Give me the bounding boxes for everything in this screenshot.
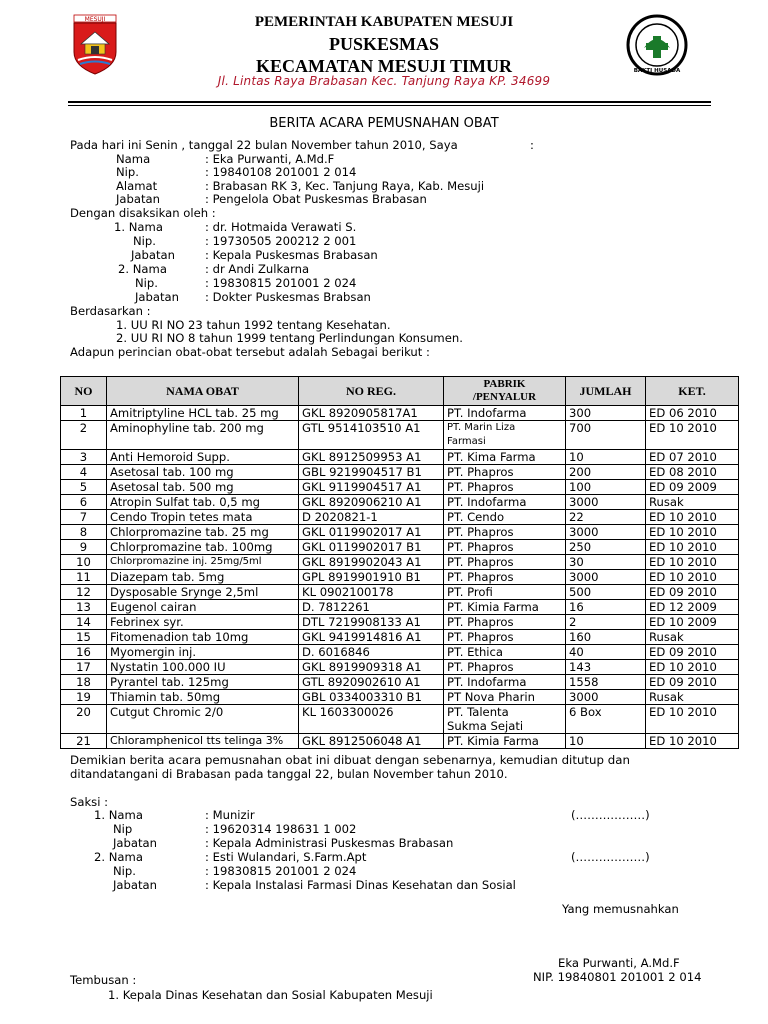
col-header-drug-name: NAMA OBAT — [107, 377, 299, 406]
cell-drug-name: Chlorpromazine tab. 100mg — [107, 540, 299, 555]
cell-reg-no: GKL 0119902017 A1 — [299, 525, 444, 540]
table-row — [61, 734, 739, 749]
witness1-nip-value: : 19730505 200212 2 001 — [205, 234, 357, 248]
col-header-manufacturer-line1: PABRIK — [483, 378, 526, 390]
cell-reg-no: GBL 9219904517 B1 — [299, 465, 444, 480]
cell-quantity: 16 — [566, 600, 646, 615]
header-address: Jl. Lintas Raya Brabasan Kec. Tanjung Raya KP. 34699 — [217, 74, 551, 88]
witness1-position-value: : Kepala Puskesmas Brabasan — [205, 248, 378, 262]
cell-remarks: ED 10 2009 — [646, 615, 739, 630]
cell-quantity: 500 — [566, 585, 646, 600]
col-header-manufacturer — [444, 377, 566, 406]
col-header-remarks: KET. — [646, 377, 739, 406]
self-nip-label: Nip. — [116, 165, 139, 179]
table-row — [61, 600, 739, 615]
intro-line: Pada hari ini Senin , tanggal 22 bulan November tahun 2010, Saya — [70, 138, 458, 152]
cell-remarks: ED 10 2010 — [646, 705, 739, 734]
table-row — [61, 585, 739, 600]
table-row — [61, 406, 739, 421]
cell-remarks: ED 10 2010 — [646, 421, 739, 450]
cell-quantity: 1558 — [566, 675, 646, 690]
saksi2-signature: (………………) — [571, 850, 650, 864]
cell-reg-no: GTL 9514103510 A1 — [299, 421, 444, 450]
cell-drug-name: Aminophyline tab. 200 mg — [107, 421, 299, 450]
cell-quantity: 700 — [566, 421, 646, 450]
cell-reg-no: GKL 8919902043 A1 — [299, 555, 444, 570]
cell-no: 8 — [61, 525, 107, 540]
cell-manufacturer: PT. Phapros — [444, 660, 566, 675]
cell-reg-no: D. 7812261 — [299, 600, 444, 615]
cell-manufacturer-line2: Sukma Sejati — [447, 719, 524, 733]
cell-manufacturer: PT. Ethica — [444, 645, 566, 660]
self-address-label: Alamat — [116, 179, 158, 193]
cell-no: 4 — [61, 465, 107, 480]
saksi-label: Saksi : — [70, 795, 109, 809]
cell-quantity: 3000 — [566, 495, 646, 510]
col-header-no: NO — [61, 377, 107, 406]
cell-quantity: 300 — [566, 406, 646, 421]
saksi2-nip-value: : 19830815 201001 2 024 — [205, 864, 357, 878]
cell-reg-no: GPL 8919901910 B1 — [299, 570, 444, 585]
cell-drug-name: Asetosal tab. 500 mg — [107, 480, 299, 495]
table-row — [61, 645, 739, 660]
cell-quantity: 100 — [566, 480, 646, 495]
cell-no: 9 — [61, 540, 107, 555]
col-header-quantity: JUMLAH — [566, 377, 646, 406]
intro-colon: : — [530, 138, 534, 152]
cell-no: 13 — [61, 600, 107, 615]
cell-no: 17 — [61, 660, 107, 675]
closing-line-1: Demikian berita acara pemusnahan obat ini dibuat dengan sebenarnya, kemudian ditutup dan — [70, 753, 630, 767]
saksi1-nip-value: : 19620314 198631 1 002 — [205, 822, 357, 836]
cell-remarks: Rusak — [646, 495, 739, 510]
cell-manufacturer-line2: Farmasi — [447, 436, 486, 447]
svg-text:BAKTI HUSADA: BAKTI HUSADA — [633, 68, 681, 74]
saksi2-position-value: : Kepala Instalasi Farmasi Dinas Kesehatan dan Sosial — [205, 878, 516, 892]
cell-no: 15 — [61, 630, 107, 645]
table-row — [61, 660, 739, 675]
cell-manufacturer: PT. Phapros — [444, 540, 566, 555]
cell-remarks: ED 10 2010 — [646, 510, 739, 525]
table-row — [61, 570, 739, 585]
table-row — [61, 421, 739, 450]
table-row — [61, 705, 739, 734]
cell-reg-no: GKL 8919909318 A1 — [299, 660, 444, 675]
cell-drug-name: Asetosal tab. 100 mg — [107, 465, 299, 480]
cell-remarks: ED 10 2010 — [646, 734, 739, 749]
cell-remarks: ED 10 2010 — [646, 555, 739, 570]
cell-remarks: ED 10 2010 — [646, 570, 739, 585]
saksi1-signature: (………………) — [571, 808, 650, 822]
cell-quantity: 200 — [566, 465, 646, 480]
signature-nip: NIP. 19840801 201001 2 014 — [533, 970, 702, 984]
cell-remarks: ED 09 2010 — [646, 585, 739, 600]
cell-reg-no: GKL 8912509953 A1 — [299, 450, 444, 465]
cell-reg-no: D. 6016846 — [299, 645, 444, 660]
svg-text:MESUJI: MESUJI — [84, 16, 106, 23]
table-row — [61, 675, 739, 690]
cell-no: 1 — [61, 406, 107, 421]
cell-drug-name: Cendo Tropin tetes mata — [107, 510, 299, 525]
cell-remarks: ED 09 2010 — [646, 645, 739, 660]
cell-no: 2 — [61, 421, 107, 450]
witness2-position-label: Jabatan — [135, 290, 179, 304]
cell-no: 7 — [61, 510, 107, 525]
col-header-manufacturer-line2: /PENYALUR — [472, 391, 537, 403]
cell-remarks: Rusak — [646, 690, 739, 705]
cell-reg-no: GKL 8920906210 A1 — [299, 495, 444, 510]
cell-remarks: ED 06 2010 — [646, 406, 739, 421]
cell-manufacturer — [444, 705, 566, 734]
header-kecamatan: KECAMATAN MESUJI TIMUR — [255, 56, 512, 76]
saksi1-position-label: Jabatan — [113, 836, 157, 850]
closing-line-2: ditandatangani di Brabasan pada tanggal 22, bulan November tahun 2010. — [70, 767, 508, 781]
cell-quantity: 6 Box — [566, 705, 646, 734]
self-position-label: Jabatan — [116, 192, 160, 206]
cell-remarks: ED 10 2010 — [646, 660, 739, 675]
cell-quantity: 2 — [566, 615, 646, 630]
table-header-row — [61, 377, 739, 406]
cell-drug-name: Thiamin tab. 50mg — [107, 690, 299, 705]
saksi2-name-label: 2. Nama — [94, 850, 143, 864]
witness2-position-value: : Dokter Puskesmas Brabsan — [205, 290, 371, 304]
cell-drug-name: Chlorpromazine inj. 25mg/5ml — [107, 555, 299, 570]
cell-reg-no: GKL 9119904517 A1 — [299, 480, 444, 495]
witness1-name-label: 1. Nama — [114, 220, 163, 234]
witness1-name-value: : dr. Hotmaida Verawati S. — [205, 220, 357, 234]
basis-item: 1. UU RI NO 23 tahun 1992 tentang Kesehatan. — [116, 318, 391, 332]
cell-manufacturer: PT. Indofarma — [444, 406, 566, 421]
cell-no: 18 — [61, 675, 107, 690]
cell-no: 6 — [61, 495, 107, 510]
cell-drug-name: Diazepam tab. 5mg — [107, 570, 299, 585]
self-address-value: : Brabasan RK 3, Kec. Tanjung Raya, Kab. Mesuji — [205, 179, 485, 193]
cell-quantity: 30 — [566, 555, 646, 570]
cell-remarks: ED 12 2009 — [646, 600, 739, 615]
cell-manufacturer: PT. Kimia Farma — [444, 600, 566, 615]
cell-reg-no: GKL 8912506048 A1 — [299, 734, 444, 749]
cell-remarks: ED 10 2010 — [646, 525, 739, 540]
cell-manufacturer: PT. Phapros — [444, 525, 566, 540]
cell-remarks: Rusak — [646, 630, 739, 645]
cell-quantity: 3000 — [566, 525, 646, 540]
basis-item: 2. UU RI NO 8 tahun 1999 tentang Perlindungan Konsumen. — [116, 331, 463, 345]
cell-reg-no: GKL 9419914816 A1 — [299, 630, 444, 645]
cell-no: 14 — [61, 615, 107, 630]
cell-no: 19 — [61, 690, 107, 705]
saksi1-position-value: : Kepala Administrasi Puskesmas Brabasan — [205, 836, 454, 850]
header-rule-thick — [68, 101, 711, 103]
cell-no: 20 — [61, 705, 107, 734]
cell-drug-name: Anti Hemoroid Supp. — [107, 450, 299, 465]
cell-quantity: 22 — [566, 510, 646, 525]
self-name-value: : Eka Purwanti, A.Md.F — [205, 152, 335, 166]
cell-manufacturer: PT. Phapros — [444, 465, 566, 480]
cell-no: 10 — [61, 555, 107, 570]
table-row — [61, 540, 739, 555]
cell-reg-no: KL 1603300026 — [299, 705, 444, 734]
header-rule-thin — [68, 105, 711, 106]
cell-drug-name: Fitomenadion tab 10mg — [107, 630, 299, 645]
cell-manufacturer: PT. Profi — [444, 585, 566, 600]
cell-manufacturer: PT. Phapros — [444, 570, 566, 585]
cell-drug-name: Atropin Sulfat tab. 0,5 mg — [107, 495, 299, 510]
table-row — [61, 690, 739, 705]
saksi1-nip-label: Nip — [113, 822, 133, 836]
witness2-name-value: : dr Andi Zulkarna — [205, 262, 310, 276]
tembusan-label: Tembusan : — [70, 973, 137, 987]
cell-manufacturer: PT Nova Pharin — [444, 690, 566, 705]
document-title: BERITA ACARA PEMUSNAHAN OBAT — [269, 116, 499, 131]
col-header-reg-no: NO REG. — [299, 377, 444, 406]
witness2-nip-label: Nip. — [135, 276, 158, 290]
table-row — [61, 450, 739, 465]
cell-no: 3 — [61, 450, 107, 465]
basis-label: Berdasarkan : — [70, 304, 151, 318]
cell-quantity: 160 — [566, 630, 646, 645]
cell-drug-name: Dysposable Srynge 2,5ml — [107, 585, 299, 600]
cell-manufacturer: PT. Phapros — [444, 555, 566, 570]
cell-manufacturer: PT. Phapros — [444, 480, 566, 495]
cell-reg-no: GKL 8920905817A1 — [299, 406, 444, 421]
cell-drug-name: Cutgut Chromic 2/0 — [107, 705, 299, 734]
cell-remarks: ED 08 2010 — [646, 465, 739, 480]
cell-quantity: 10 — [566, 450, 646, 465]
cell-manufacturer-line1: PT. Talenta — [447, 705, 509, 719]
cell-drug-name: Nystatin 100.000 IU — [107, 660, 299, 675]
cell-manufacturer: PT. Kima Farma — [444, 450, 566, 465]
cell-manufacturer: PT. Indofarma — [444, 495, 566, 510]
saksi2-nip-label: Nip. — [113, 864, 136, 878]
cell-quantity: 3000 — [566, 690, 646, 705]
header-government: PEMERINTAH KABUPATEN MESUJI — [254, 14, 514, 30]
cell-drug-name: Chloramphenicol tts telinga 3% — [107, 734, 299, 749]
signature-name: Eka Purwanti, A.Md.F — [558, 956, 680, 970]
cell-no: 16 — [61, 645, 107, 660]
cell-remarks: ED 09 2009 — [646, 480, 739, 495]
witness1-position-label: Jabatan — [131, 248, 175, 262]
cell-remarks: ED 10 2010 — [646, 540, 739, 555]
table-row — [61, 525, 739, 540]
cell-quantity: 143 — [566, 660, 646, 675]
witness1-nip-label: Nip. — [133, 234, 156, 248]
details-intro: Adapun perincian obat-obat tersebut adalah Sebagai berikut : — [70, 345, 430, 359]
saksi1-name-label: 1. Nama — [94, 808, 143, 822]
saksi2-position-label: Jabatan — [113, 878, 157, 892]
cell-drug-name: Myomergin inj. — [107, 645, 299, 660]
cell-manufacturer: PT. Indofarma — [444, 675, 566, 690]
table-row — [61, 480, 739, 495]
cell-drug-name: Pyrantel tab. 125mg — [107, 675, 299, 690]
table-row — [61, 495, 739, 510]
table-row — [61, 465, 739, 480]
cell-quantity: 3000 — [566, 570, 646, 585]
cell-quantity: 10 — [566, 734, 646, 749]
cell-no: 12 — [61, 585, 107, 600]
witness2-nip-value: : 19830815 201001 2 024 — [205, 276, 357, 290]
cell-remarks: ED 09 2010 — [646, 675, 739, 690]
cell-reg-no: GBL 0334003310 B1 — [299, 690, 444, 705]
witness-intro: Dengan disaksikan oleh : — [70, 206, 216, 220]
cell-remarks: ED 07 2010 — [646, 450, 739, 465]
cell-reg-no: GTL 8920902610 A1 — [299, 675, 444, 690]
cell-drug-name: Febrinex syr. — [107, 615, 299, 630]
cell-drug-name: Chlorpromazine tab. 25 mg — [107, 525, 299, 540]
cell-manufacturer: PT. Cendo — [444, 510, 566, 525]
cell-quantity: 250 — [566, 540, 646, 555]
cell-manufacturer — [444, 421, 566, 450]
self-position-value: : Pengelola Obat Puskesmas Brabasan — [205, 192, 427, 206]
cell-reg-no: D 2020821-1 — [299, 510, 444, 525]
cell-no: 5 — [61, 480, 107, 495]
header-puskesmas: PUSKESMAS — [328, 34, 440, 54]
cell-reg-no: KL 0902100178 — [299, 585, 444, 600]
cell-manufacturer: PT. Kimia Farma — [444, 734, 566, 749]
drug-table — [60, 376, 739, 749]
table-row — [61, 630, 739, 645]
table-row — [61, 555, 739, 570]
cell-drug-name: Eugenol cairan — [107, 600, 299, 615]
cell-drug-name: Amitriptyline HCL tab. 25 mg — [107, 406, 299, 421]
cell-reg-no: DTL 7219908133 A1 — [299, 615, 444, 630]
saksi2-name-value: : Esti Wulandari, S.Farm.Apt — [205, 850, 367, 864]
cell-manufacturer: PT. Phapros — [444, 630, 566, 645]
saksi1-name-value: : Munizir — [205, 808, 255, 822]
table-row — [61, 615, 739, 630]
cell-manufacturer: PT. Phapros — [444, 615, 566, 630]
cell-quantity: 40 — [566, 645, 646, 660]
cell-manufacturer-line1: PT. Marin Liza — [447, 422, 516, 433]
cell-reg-no: GKL 0119902017 B1 — [299, 540, 444, 555]
cell-no: 21 — [61, 734, 107, 749]
table-row — [61, 510, 739, 525]
witness2-name-label: 2. Nama — [118, 262, 167, 276]
cell-no: 11 — [61, 570, 107, 585]
tembusan-item: 1. Kepala Dinas Kesehatan dan Sosial Kabupaten Mesuji — [108, 988, 433, 1002]
table-body — [61, 406, 739, 749]
self-nip-value: : 19840108 201001 2 014 — [205, 165, 357, 179]
self-name-label: Nama — [116, 152, 151, 166]
bakti-husada-logo — [626, 14, 688, 76]
signature-caption: Yang memusnahkan — [562, 902, 679, 916]
